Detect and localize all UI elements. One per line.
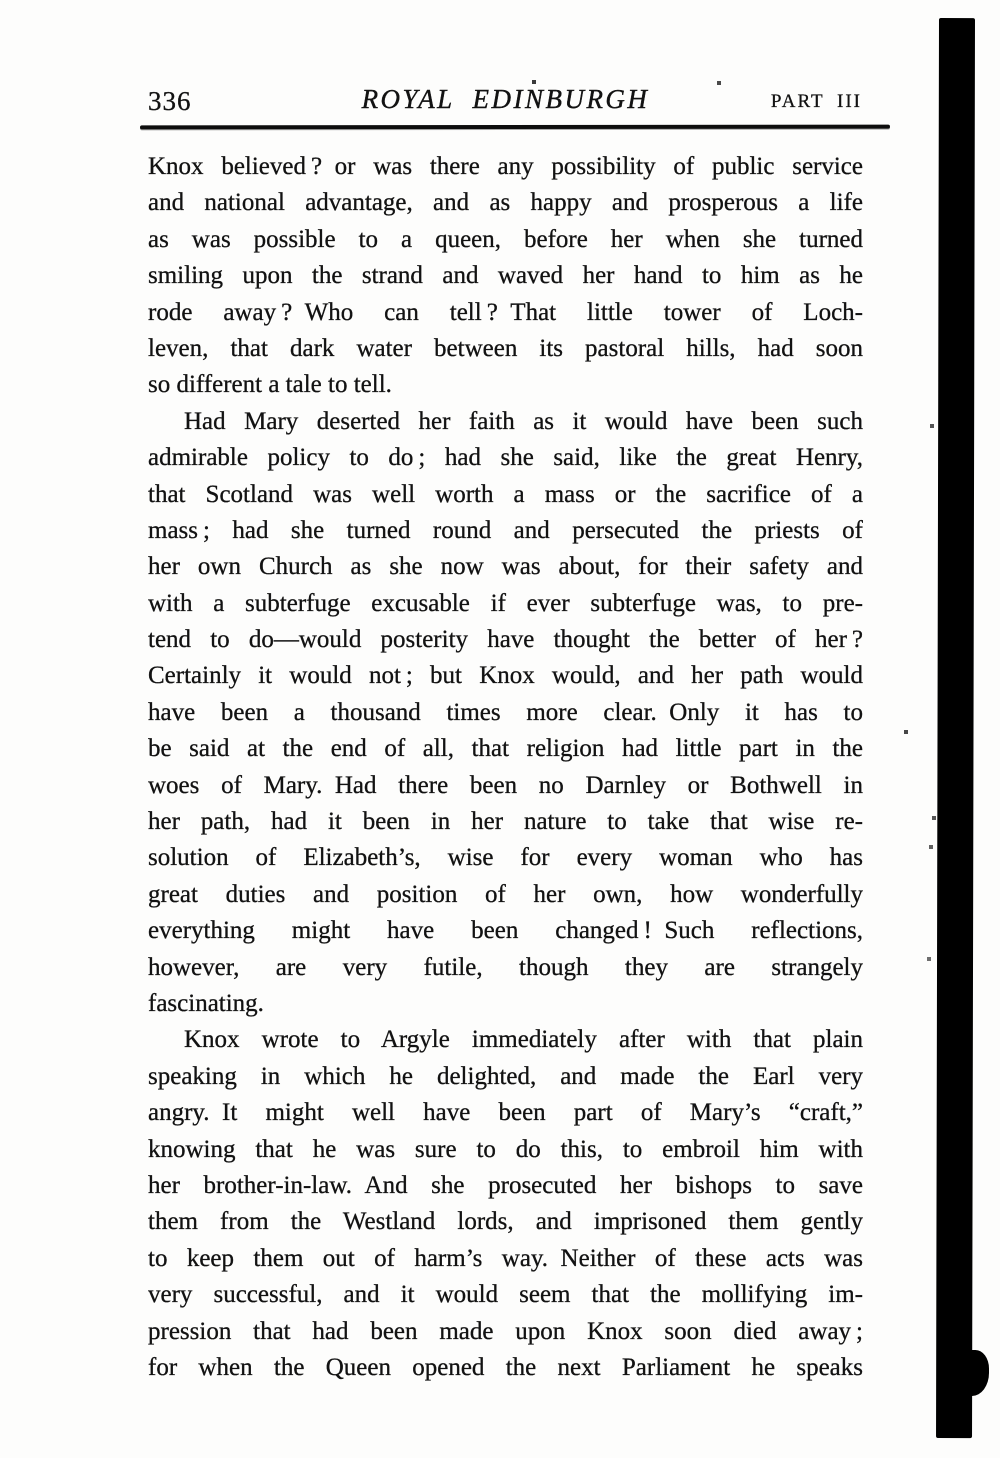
text-line: for when the Queen opened the next Parliament he speaks bbox=[148, 1353, 863, 1381]
text-line: knowing that he was sure to do this, to embroil him with bbox=[148, 1135, 863, 1163]
text-line: pression that had been made upon Knox soon died away ; bbox=[148, 1317, 863, 1345]
text-line: rode away ? Who can tell ? That little tower of Loch- bbox=[148, 298, 863, 326]
text-line: admirable policy to do ; had she said, like the great Henry, bbox=[148, 444, 863, 472]
body-text bbox=[148, 149, 863, 1386]
text-line: tend to do—would posterity have thought the better of her ? bbox=[148, 626, 863, 654]
text-line: so different a tale to tell. bbox=[148, 371, 392, 399]
paragraph bbox=[148, 404, 863, 1023]
header-rule bbox=[140, 125, 890, 130]
text-line: Had Mary deserted her faith as it would have been such bbox=[184, 407, 863, 435]
text-line: very successful, and it would seem that the mollifying im- bbox=[148, 1281, 863, 1309]
text-line: have been a thousand times more clear. Only it has to bbox=[148, 698, 863, 726]
scan-specks bbox=[0, 0, 2, 2]
text-line: to keep them out of harm’s way. Neither of these acts was bbox=[148, 1244, 863, 1272]
text-line: mass ; had she turned round and persecuted the priests of bbox=[148, 516, 863, 544]
part-label: PART III bbox=[770, 91, 862, 112]
scan-artifact-bar bbox=[936, 18, 975, 1438]
running-title: ROYAL EDINBURGH bbox=[361, 84, 650, 114]
text-line: fascinating. bbox=[148, 989, 264, 1017]
text-line: leven, that dark water between its pastoral hills, had soon bbox=[148, 334, 863, 362]
text-line: solution of Elizabeth’s, wise for every woman who has bbox=[148, 844, 863, 872]
text-line: with a subterfuge excusable if ever subterfuge was, to pre- bbox=[148, 589, 863, 617]
text-line: Certainly it would not ; but Knox would, and her path would bbox=[148, 662, 863, 690]
paragraph bbox=[148, 1022, 863, 1386]
text-line: Knox believed ? or was there any possibility of public service bbox=[148, 153, 863, 180]
text-line: woes of Mary. Had there been no Darnley or Bothwell in bbox=[148, 771, 863, 799]
page-number: 336 bbox=[148, 86, 192, 116]
text-line: Knox wrote to Argyle immediately after with that plain bbox=[184, 1026, 863, 1054]
text-line: and national advantage, and as happy and prosperous a life bbox=[148, 189, 863, 217]
text-line: that Scotland was well worth a mass or the sacrifice of a bbox=[148, 480, 863, 508]
paragraph bbox=[148, 149, 863, 404]
text-line: her brother-in-law. And she prosecuted her bishops to save bbox=[148, 1171, 863, 1199]
text-line: smiling upon the strand and waved her hand to him as he bbox=[148, 262, 863, 290]
text-line: be said at the end of all, that religion had little part in the bbox=[148, 735, 863, 763]
text-line: speaking in which he delighted, and made the Earl very bbox=[148, 1062, 863, 1090]
text-line: however, are very futile, though they are strangely bbox=[148, 953, 863, 981]
text-line: her own Church as she now was about, for their safety and bbox=[148, 553, 863, 581]
text-line: great duties and position of her own, how wonderfully bbox=[148, 880, 863, 908]
scan-artifact-blob bbox=[955, 1350, 989, 1396]
text-line: her path, had it been in her nature to take that wise re- bbox=[148, 808, 863, 836]
text-line: angry. It might well have been part of Mary’s “craft,” bbox=[148, 1099, 863, 1127]
text-line: as was possible to a queen, before her when she turned bbox=[148, 225, 863, 253]
text-line: everything might have been changed ! Such reflections, bbox=[148, 917, 863, 945]
text-line: them from the Westland lords, and imprisoned them gently bbox=[148, 1208, 863, 1236]
